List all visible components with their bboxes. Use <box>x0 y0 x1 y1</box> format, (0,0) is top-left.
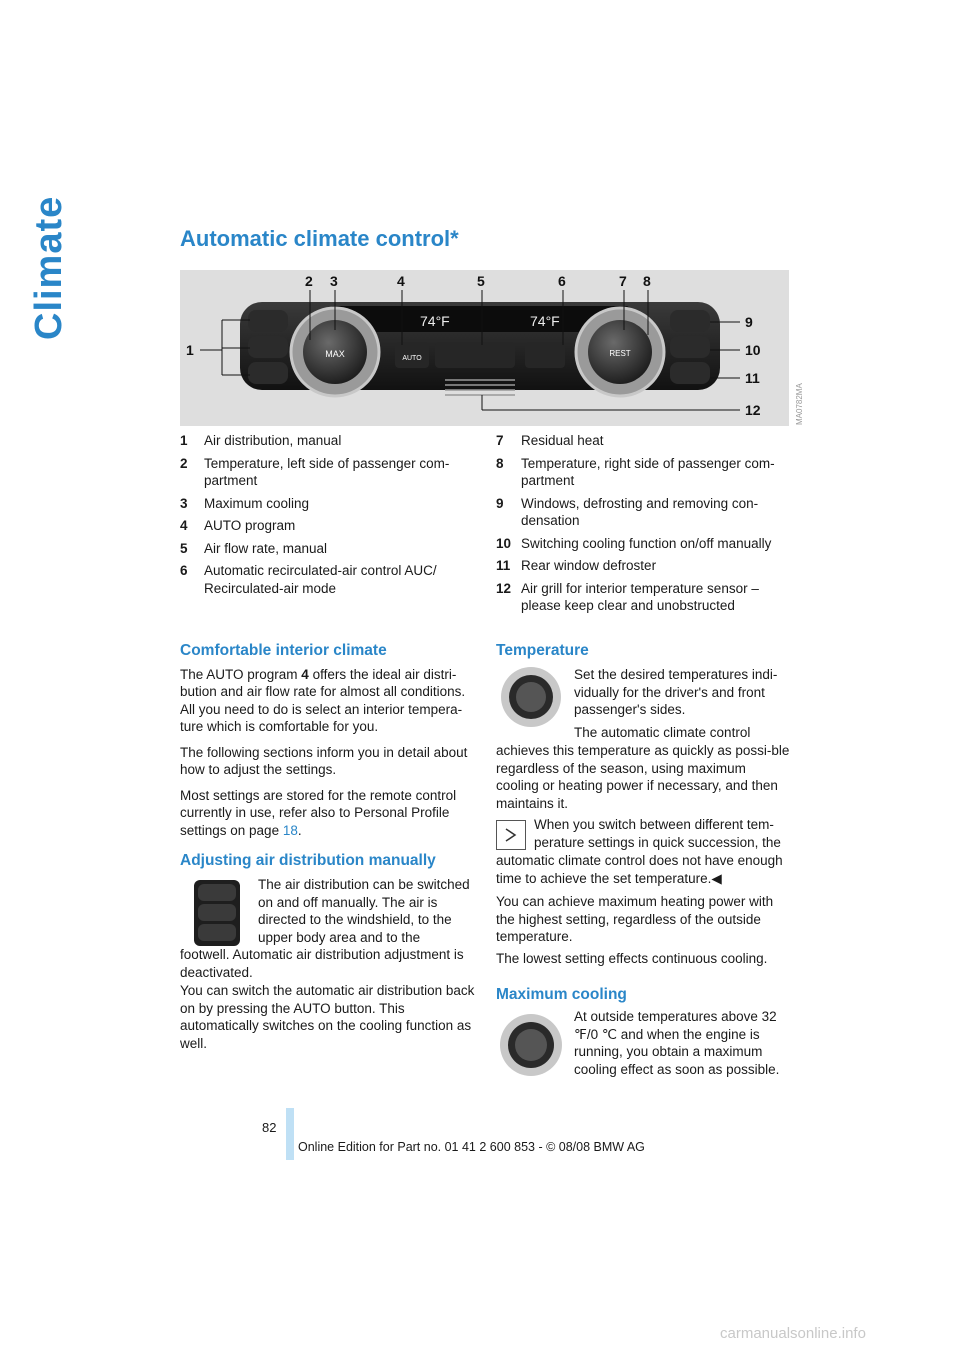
side-tab <box>28 195 70 340</box>
air-dist-button-1[interactable] <box>248 310 288 332</box>
legend-num: 5 <box>180 540 188 556</box>
max-cooling-p1: At outside temperatures above 32 ℉/0 ℃ and when the engine is running, you obtain a maximum cooling effect as soon as possible. <box>574 1009 780 1077</box>
temperature-note-a: When you switch between different tem-perature settings in quick succession, the <box>534 817 781 850</box>
fan-button[interactable] <box>435 342 515 368</box>
legend-item <box>496 495 796 530</box>
footer-bar <box>286 1108 294 1160</box>
text-run: The AUTO program <box>180 666 302 682</box>
air-dist-p1-cont: footwell. Automatic air distribution adjustment is deactivated. <box>180 947 464 980</box>
air-dist-heading: Adjusting air distribution manually <box>180 852 436 869</box>
max-cooling-section <box>496 986 792 1010</box>
climate-panel-figure <box>180 270 789 426</box>
comfortable-heading: Comfortable interior climate <box>180 642 387 659</box>
legend-item <box>180 495 470 513</box>
footer-text: Online Edition for Part no. 01 41 2 600 853 - © 08/08 BMW AG <box>298 1140 645 1154</box>
callout-12: 12 <box>745 402 761 418</box>
legend-text: Air grill for interior temperature sensor – please keep clear and unobstructed <box>521 580 759 613</box>
text-run-bold: 4 <box>301 666 309 682</box>
temperature-p1: Set the desired temperatures indi-vidually for the driver's and front passenger's sides. <box>574 667 778 717</box>
legend-num: 7 <box>496 433 504 448</box>
callout-6: 6 <box>558 273 566 289</box>
comfortable-p3 <box>180 787 476 840</box>
temperature-p2b: achieves this temperature as quickly as possi-ble regardless of the season, using maximum cooling or heating power if necessary, and then maintains it. <box>496 743 790 811</box>
callout-1: 1 <box>186 342 194 358</box>
legend-num: 2 <box>180 455 188 471</box>
legend-text: Switching cooling function on/off manually <box>521 535 772 551</box>
legend-text: Temperature, left side of passenger com-partment <box>204 455 450 488</box>
page-link-18[interactable]: 18 <box>282 822 298 838</box>
air-dist-p1: The air distribution can be switched on and off manually. The air is directed to the windshield, to the upper body area and to the <box>258 877 470 945</box>
callout-5: 5 <box>477 273 485 289</box>
ac-button[interactable] <box>670 336 710 358</box>
legend-text: Windows, defrosting and removing con-densation <box>521 495 759 528</box>
side-tab-label: Climate <box>28 195 70 340</box>
callout-11: 11 <box>745 370 760 386</box>
rear-defrost-button[interactable] <box>670 362 710 384</box>
legend-item <box>180 540 470 558</box>
legend-item <box>180 455 470 490</box>
legend-num: 3 <box>180 495 188 511</box>
legend-num: 1 <box>180 433 188 448</box>
callout-7: 7 <box>619 273 627 289</box>
legend-text: Air distribution, manual <box>204 433 342 448</box>
legend-item <box>180 562 470 597</box>
air-dist-button-3[interactable] <box>248 362 288 384</box>
max-cooling-heading: Maximum cooling <box>496 986 627 1003</box>
temperature-heading: Temperature <box>496 642 589 659</box>
legend-text: Maximum cooling <box>204 495 310 511</box>
max-label: MAX <box>325 349 345 359</box>
auto-label: AUTO <box>402 355 422 362</box>
section-title: Automatic climate control* <box>180 226 459 251</box>
temperature-p4: The lowest setting effects continuous cooling. <box>496 951 768 966</box>
legend-item <box>496 535 796 553</box>
figure-code: MA0782MA <box>795 383 804 425</box>
note-icon <box>496 820 526 850</box>
legend-left <box>180 432 470 602</box>
air-dist-section <box>180 852 476 876</box>
callout-2: 2 <box>305 273 313 289</box>
legend-text: Rear window defroster <box>521 558 657 573</box>
legend-item <box>180 432 470 450</box>
legend-text: AUTO program <box>204 518 296 533</box>
legend-item <box>496 580 796 615</box>
legend-num: 10 <box>496 535 512 551</box>
callout-10: 10 <box>745 342 761 358</box>
legend-num: 11 <box>496 558 511 573</box>
legend-text: Air flow rate, manual <box>204 540 328 556</box>
air-dist-button-2[interactable] <box>248 336 288 358</box>
page-number: 82 <box>262 1120 277 1135</box>
text-run: Most settings are stored for the remote control currently in use, refer also to Personal Profile settings on page <box>180 787 457 838</box>
text-run: offers the ideal air distri-bution and air flow rate for almost all conditions. All you need to do is select an interior tempera-ture which is comfortable for you. <box>180 666 466 734</box>
climate-panel-illustration <box>180 270 789 426</box>
callout-9: 9 <box>745 314 753 330</box>
recirc-button[interactable] <box>525 342 565 368</box>
legend-text: Residual heat <box>521 433 604 448</box>
temperature-section <box>496 642 792 666</box>
temperature-note-b: automatic climate control does not have enough time to achieve the set temperature.◀ <box>496 853 783 886</box>
temp-left-display: 74°F <box>420 313 450 329</box>
legend-text: Temperature, right side of passenger com-partment <box>521 455 775 488</box>
comfortable-p1 <box>180 666 476 736</box>
temp-knob-image <box>498 666 564 728</box>
comfortable-section <box>180 642 476 847</box>
legend-item <box>496 432 796 450</box>
legend-num: 6 <box>180 563 188 578</box>
windshield-defrost-button[interactable] <box>670 310 710 332</box>
legend-item <box>180 517 470 535</box>
legend-num: 4 <box>180 518 188 533</box>
callout-4: 4 <box>397 273 405 289</box>
legend-num: 8 <box>496 455 504 471</box>
legend-text: Automatic recirculated-air control AUC/ Recirculated-air mode <box>204 563 437 596</box>
air-dist-p2: You can switch the automatic air distribution back on by pressing the AUTO button. This automatically switches on the cooling function as well. <box>180 983 475 1051</box>
legend-item <box>496 557 796 575</box>
rest-label: REST <box>609 349 631 358</box>
callout-8: 8 <box>643 273 651 289</box>
temp-right-display: 74°F <box>530 313 560 329</box>
max-knob-image <box>498 1010 564 1080</box>
callout-3: 3 <box>330 273 338 289</box>
legend-item <box>496 455 796 490</box>
legend-num: 12 <box>496 580 512 596</box>
legend-num: 9 <box>496 495 504 511</box>
text-run: . <box>297 822 302 838</box>
legend-right <box>496 432 796 620</box>
temperature-p2a: The automatic climate control <box>574 725 751 740</box>
temperature-p3: You can achieve maximum heating power with the highest setting, regardless of the outside temperature. <box>496 894 774 944</box>
comfortable-p2: The following sections inform you in detail about how to adjust the settings. <box>180 744 468 777</box>
air-dist-buttons-image <box>194 880 240 946</box>
watermark: carmanualsonline.info <box>720 1325 866 1342</box>
